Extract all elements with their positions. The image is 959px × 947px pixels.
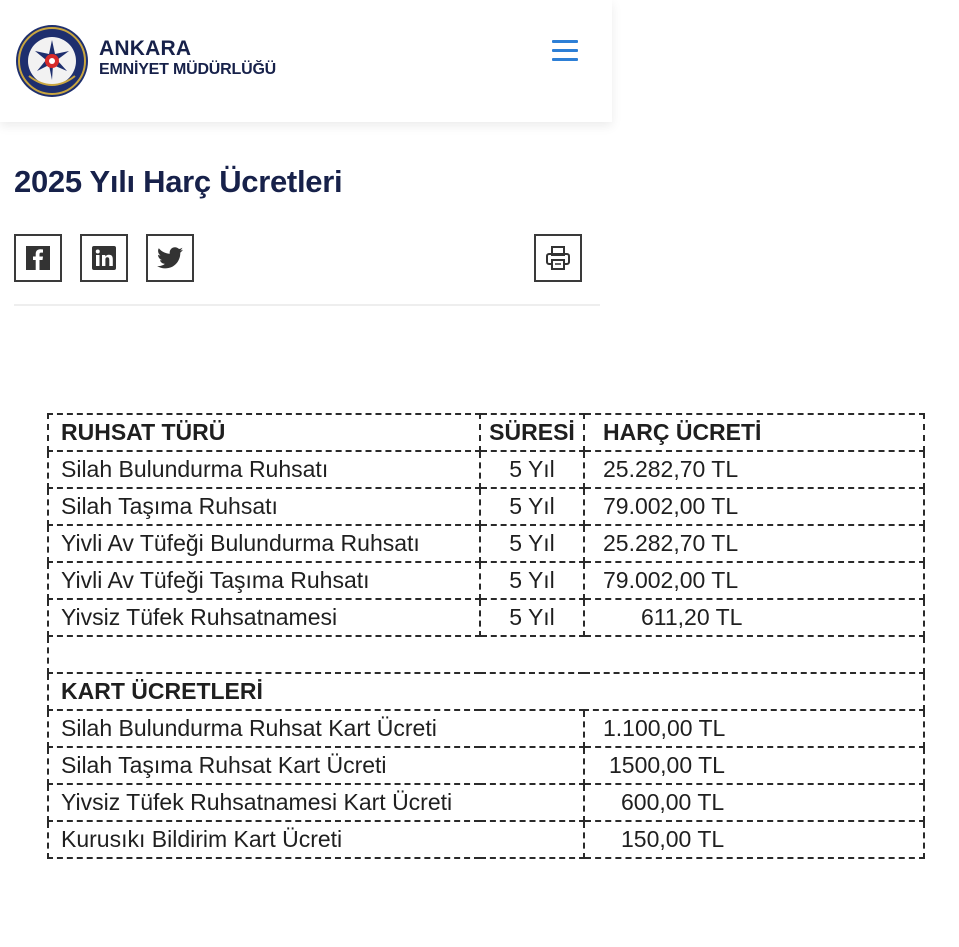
license-type-cell: Yivli Av Tüfeği Taşıma Ruhsatı — [48, 562, 480, 599]
empty-cell — [48, 636, 924, 673]
duration-cell: 5 Yıl — [480, 488, 584, 525]
table-row — [48, 562, 924, 599]
license-type-cell: Yivsiz Tüfek Ruhsatnamesi — [48, 599, 480, 636]
table-row — [48, 451, 924, 488]
fee-cell: 1.100,00 TL — [584, 710, 924, 747]
duration-cell: 5 Yıl — [480, 525, 584, 562]
linkedin-share-button[interactable] — [80, 234, 128, 282]
license-type-cell: Silah Taşıma Ruhsatı — [48, 488, 480, 525]
brand-name[interactable] — [99, 38, 276, 80]
card-fees-header: KART ÜCRETLERİ — [48, 673, 924, 710]
table-row — [48, 747, 924, 784]
card-type-cell: Silah Taşıma Ruhsat Kart Ücreti — [48, 747, 584, 784]
column-header-license-type: RUHSAT TÜRÜ — [48, 414, 480, 451]
card-type-cell: Silah Bulundurma Ruhsat Kart Ücreti — [48, 710, 584, 747]
site-header — [0, 0, 612, 122]
table-row — [48, 821, 924, 858]
fee-cell: 25.282,70 TL — [584, 451, 924, 488]
table-header-row — [48, 414, 924, 451]
duration-cell: 5 Yıl — [480, 451, 584, 488]
hamburger-menu-icon[interactable] — [550, 38, 580, 64]
card-type-cell: Kurusıkı Bildirim Kart Ücreti — [48, 821, 584, 858]
twitter-icon — [157, 247, 183, 269]
license-type-cell: Yivli Av Tüfeği Bulundurma Ruhsatı — [48, 525, 480, 562]
print-button[interactable] — [534, 234, 582, 282]
spacer-row — [48, 636, 924, 673]
table-row — [48, 599, 924, 636]
table-row — [48, 784, 924, 821]
facebook-icon — [25, 245, 51, 271]
fee-cell: 600,00 TL — [584, 784, 924, 821]
card-type-cell: Yivsiz Tüfek Ruhsatnamesi Kart Ücreti — [48, 784, 584, 821]
column-header-duration: SÜRESİ — [480, 414, 584, 451]
linkedin-icon — [91, 245, 117, 271]
fee-cell: 1500,00 TL — [584, 747, 924, 784]
facebook-share-button[interactable] — [14, 234, 62, 282]
police-emblem-logo[interactable] — [15, 24, 89, 98]
duration-cell: 5 Yıl — [480, 599, 584, 636]
license-type-cell: Silah Bulundurma Ruhsatı — [48, 451, 480, 488]
table-row — [48, 525, 924, 562]
fee-cell: 79.002,00 TL — [584, 562, 924, 599]
section-header-row — [48, 673, 924, 710]
twitter-share-button[interactable] — [146, 234, 194, 282]
fee-cell: 79.002,00 TL — [584, 488, 924, 525]
brand-line-1: ANKARA — [99, 37, 192, 60]
divider — [14, 304, 600, 306]
fee-table — [47, 413, 925, 859]
print-icon — [544, 244, 572, 272]
duration-cell: 5 Yıl — [480, 562, 584, 599]
table-row — [48, 488, 924, 525]
fee-cell: 25.282,70 TL — [584, 525, 924, 562]
brand-line-2: EMNİYET MÜDÜRLÜĞÜ — [99, 61, 277, 78]
page-title: 2025 Yılı Harç Ücretleri — [14, 164, 343, 199]
fee-cell: 611,20 TL — [584, 599, 924, 636]
table-row — [48, 710, 924, 747]
column-header-fee: HARÇ ÜCRETİ — [584, 414, 924, 451]
fee-cell: 150,00 TL — [584, 821, 924, 858]
